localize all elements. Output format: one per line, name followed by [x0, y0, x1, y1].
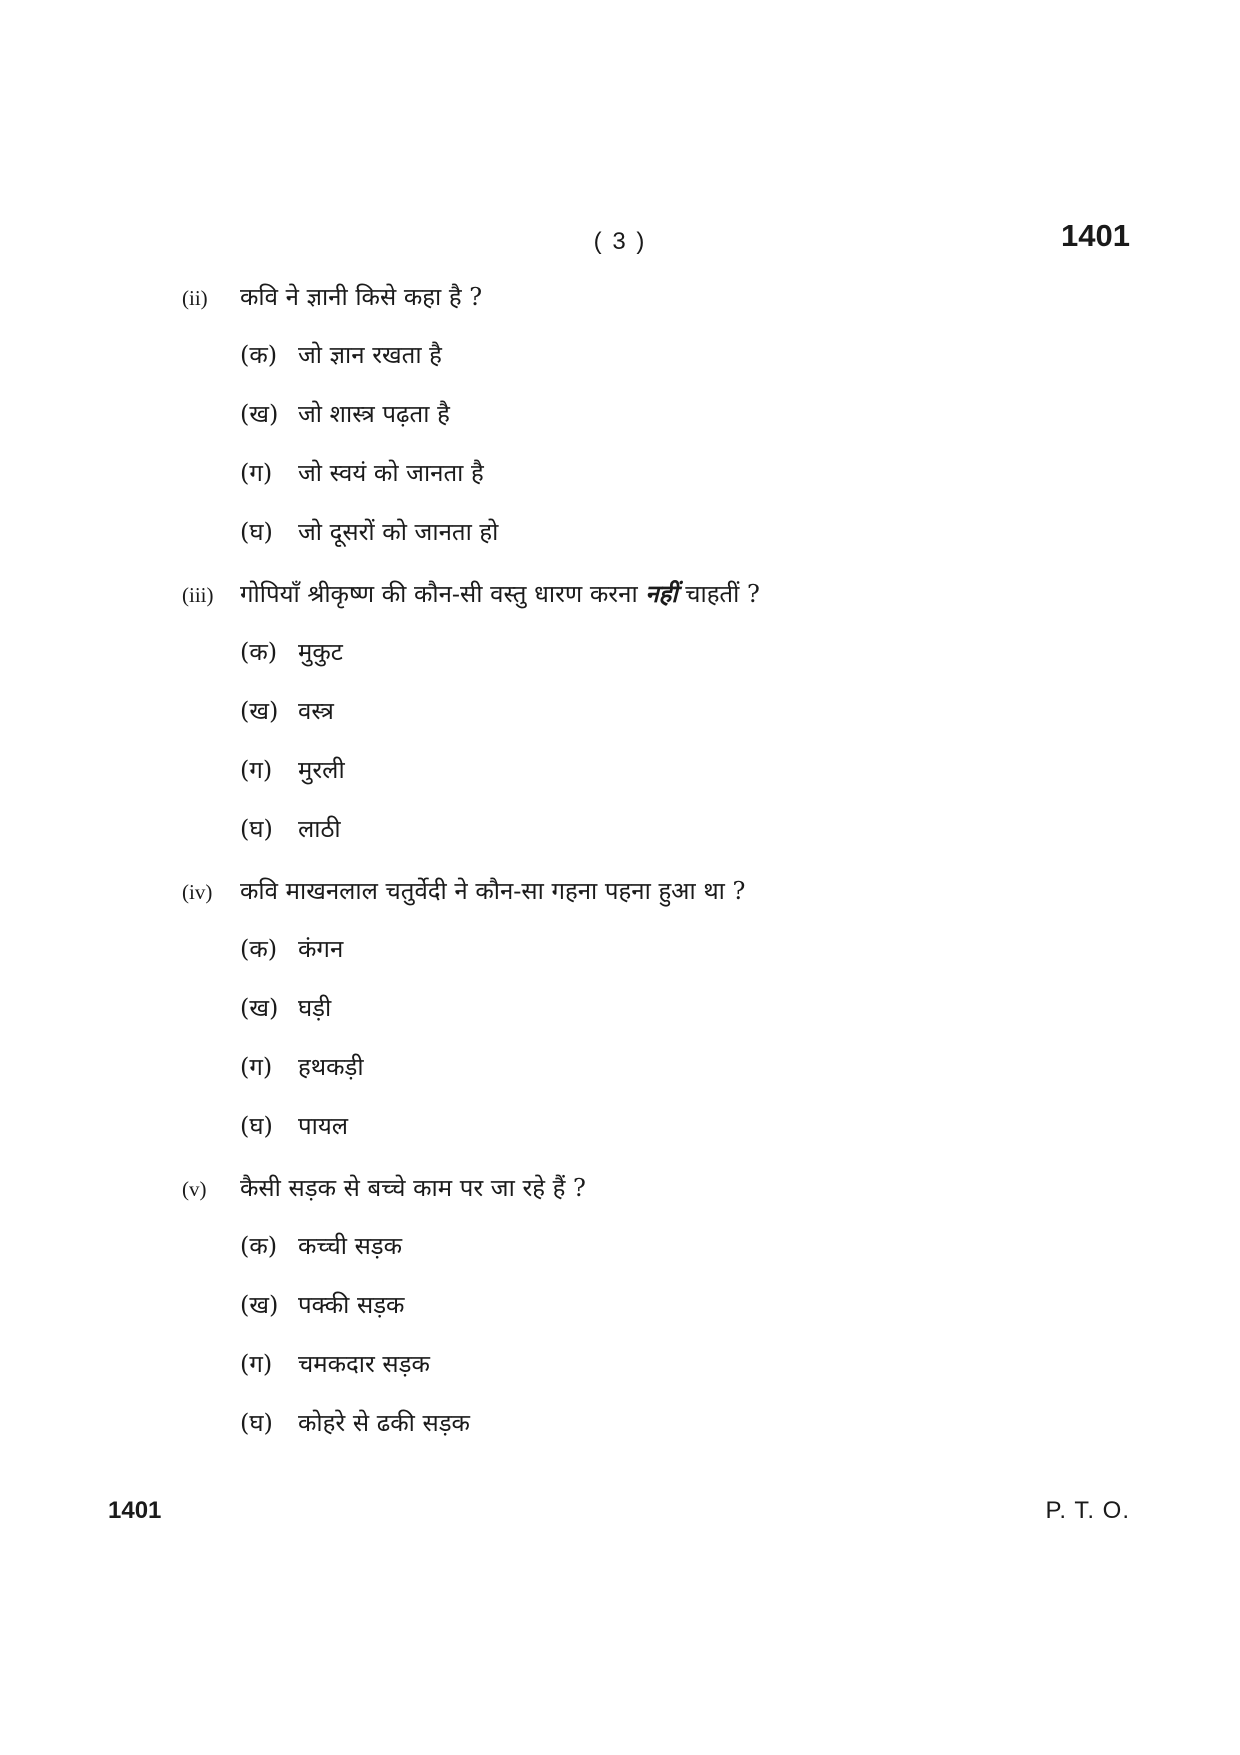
option-label: (घ) — [240, 518, 273, 546]
option-item — [0, 694, 1240, 734]
option-text: जो शास्त्र पढ़ता है — [298, 400, 450, 428]
option-text: मुरली — [298, 756, 345, 784]
option-text: चमकदार सड़क — [298, 1350, 430, 1378]
option-label: (घ) — [240, 1409, 273, 1437]
option-text: लाठी — [298, 815, 341, 843]
option-item — [0, 1288, 1240, 1328]
option-label: (ग) — [240, 756, 273, 784]
option-label: (क) — [240, 935, 278, 963]
option-label: (ग) — [240, 459, 273, 487]
option-item — [0, 397, 1240, 437]
question-text — [240, 577, 760, 610]
option-item — [0, 338, 1240, 378]
question-number: (iv) — [182, 880, 213, 904]
question-text: कवि माखनलाल चतुर्वेदी ने कौन-सा गहना पहना हुआ था ? — [240, 877, 746, 905]
option-label: (ख) — [240, 400, 279, 428]
option-label: (ख) — [240, 994, 279, 1022]
option-text: कंगन — [298, 935, 344, 963]
option-label: (क) — [240, 638, 278, 666]
please-turn-over: P. T. O. — [1045, 1497, 1130, 1524]
page-number: ( 3 ) — [593, 228, 647, 255]
question-text-after: चाहतीं ? — [685, 580, 760, 608]
option-label: (ख) — [240, 1291, 279, 1319]
option-item — [0, 1109, 1240, 1149]
option-text: घड़ी — [298, 994, 332, 1022]
option-item — [0, 991, 1240, 1031]
option-label: (क) — [240, 341, 278, 369]
option-label: (क) — [240, 1232, 278, 1260]
option-item — [0, 456, 1240, 496]
option-text: मुकुट — [298, 638, 343, 666]
question-text-before: गोपियाँ श्रीकृष्ण की कौन-सी वस्तु धारण करना — [240, 580, 638, 608]
option-label: (घ) — [240, 815, 273, 843]
option-text: हथकड़ी — [298, 1053, 364, 1081]
option-label: (ग) — [240, 1350, 273, 1378]
option-label: (ख) — [240, 697, 279, 725]
question-number: (v) — [182, 1177, 207, 1201]
option-item — [0, 1406, 1240, 1446]
option-item — [0, 635, 1240, 675]
option-text: जो स्वयं को जानता है — [298, 459, 484, 487]
option-label: (घ) — [240, 1112, 273, 1140]
question-text: कैसी सड़क से बच्चे काम पर जा रहे हैं ? — [240, 1174, 586, 1202]
option-text: वस्त्र — [298, 697, 334, 725]
option-item — [0, 932, 1240, 972]
option-text: जो ज्ञान रखता है — [298, 341, 442, 369]
option-item — [0, 1347, 1240, 1387]
option-text: पायल — [298, 1112, 349, 1140]
paper-code-top: 1401 — [1061, 218, 1130, 253]
option-item — [0, 753, 1240, 793]
option-label: (ग) — [240, 1053, 273, 1081]
option-text: जो दूसरों को जानता हो — [298, 518, 499, 546]
option-item — [0, 812, 1240, 852]
question-number: (ii) — [182, 286, 208, 310]
option-text: कच्ची सड़क — [298, 1232, 403, 1260]
option-item — [0, 1050, 1240, 1090]
question-text: कवि ने ज्ञानी किसे कहा है ? — [240, 283, 483, 311]
option-item — [0, 515, 1240, 555]
question-emphasis: नहीं — [645, 579, 678, 608]
question-number: (iii) — [182, 583, 214, 607]
option-text: कोहरे से ढकी सड़क — [298, 1409, 470, 1437]
option-text: पक्की सड़क — [298, 1291, 405, 1319]
paper-code-bottom: 1401 — [108, 1497, 162, 1524]
option-item — [0, 1229, 1240, 1269]
